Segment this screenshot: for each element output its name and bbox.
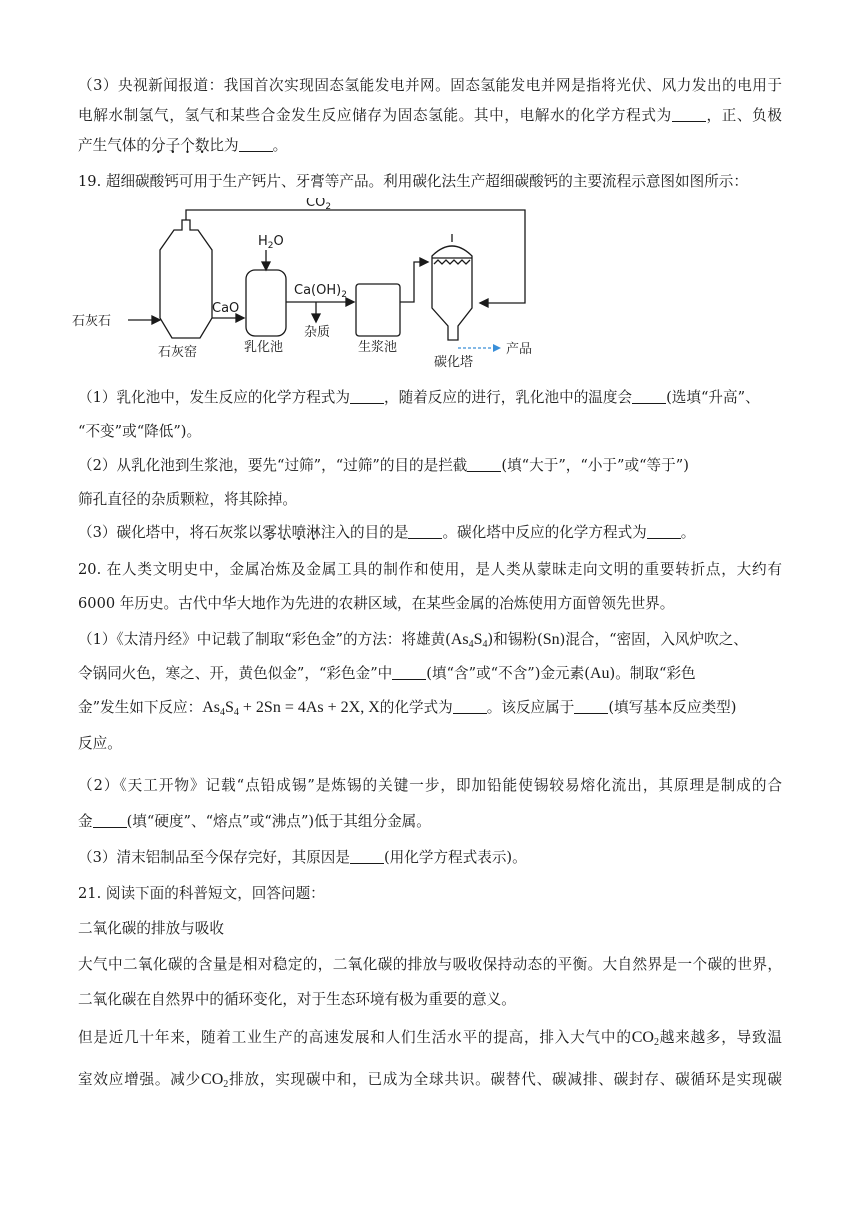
- q20-intro-line1: 20. 在人类文明史中，金属冶炼及金属工具的制作和使用，是人类从蒙昧走向文明的重要转折点，大约有: [78, 561, 782, 578]
- q19-part1-line1: （1）乳化池中，发生反应的化学方程式为 ，随着反应的进行，乳化池中的温度会 (选填“升高”、: [78, 389, 760, 406]
- article-para1-line1: 大气中二氧化碳的含量是相对稳定的，二氧化碳的排放与吸收保持动态的平衡。大自然界是一个碳的世界，: [78, 956, 782, 973]
- article-para2-line2: 室效应增强。减少$CO_2$排放，实现碳中和，已成为全球共识。碳替代、碳减排、碳封存、碳循环是实现碳: [78, 1071, 782, 1090]
- process-flow-diagram: [70, 198, 550, 368]
- q18-part3-line1: （3）央视新闻报道：我国首次实现固态氢能发电并网。固态氢能发电并网是指将光伏、风力发出的电用于: [78, 77, 782, 94]
- q20-part2-line1: （2）《天工开物》记载“点铅成锡”是炼锡的关键一步，即加铅能使锡较易熔化流出，其原理是制成的合: [78, 777, 782, 794]
- q19-part1-line2: “不变”或“降低”)。: [78, 423, 202, 440]
- q18-part3-line2: 电解水制氢气，氢气和某些合金发生反应储存为固态氢能。其中，电解水的化学方程式为 ，正、负极: [78, 107, 782, 124]
- q18-part3-line3: 产生气体的分子个数比为 。: [78, 137, 288, 154]
- arrow-head: [480, 299, 488, 307]
- q20-part1-line2: 令锅同火色，寒之、开，黄色似金”，“彩色金”中 (填“含”或“不含”)金元素(Au)。制取“彩色: [78, 665, 696, 682]
- formula-co2: $CO_2$: [631, 1029, 659, 1048]
- q19-part2-line1: （2）从乳化池到生浆池，要先“过筛”，“过筛”的目的是拦截 (填“大于”，“小于”或“等于”): [78, 457, 689, 474]
- answer-blank[interactable]: [408, 524, 442, 539]
- q20-part2-line2: 金 (填“硬度”、“熔点”或“沸点”)低于其组分金属。: [78, 813, 431, 830]
- answer-blank[interactable]: [672, 107, 706, 122]
- answer-blank[interactable]: [574, 699, 608, 714]
- formula-au: Au: [589, 665, 610, 682]
- answer-blank[interactable]: [350, 849, 384, 864]
- answer-blank[interactable]: [392, 665, 426, 680]
- formula-co2: $CO_2$: [201, 1071, 229, 1090]
- tower-label: 碳化塔: [434, 355, 474, 368]
- emphasis-char: 雾: [262, 524, 278, 541]
- q19-part2-line2: 筛孔直径的杂质颗粒，将其除掉。: [78, 491, 297, 508]
- formula-sn: Sn: [542, 631, 560, 648]
- caoh2-label: $Ca(OH)_2$: [294, 283, 347, 300]
- answer-blank[interactable]: [239, 137, 273, 152]
- article-para2-line1: 但是近几十年来，随着工业生产的高速发展和人们生活水平的提高，排入大气中的$CO_2$越来越多，导致温: [78, 1029, 782, 1048]
- answer-blank[interactable]: [93, 813, 127, 828]
- q20-intro-line2: 6000 年历史。古代中华大地作为先进的农耕区域，在某些金属的冶炼使用方面曾领先世界。: [78, 595, 675, 612]
- emphasis-char: 分: [150, 137, 166, 154]
- answer-blank[interactable]: [467, 457, 501, 472]
- slurry-feed-line: [400, 262, 422, 302]
- impurity-label: 杂质: [304, 325, 331, 340]
- q20-part1-line1: （1）《太清丹经》中记载了制取“彩色金”的方法：将雄黄$(As_4S_4)$和锡粉(Sn)混合，“密固，入风炉吹之、: [78, 631, 748, 650]
- formula-as4s4: $As_4S_4$: [450, 631, 488, 650]
- q21-intro: 21. 阅读下面的科普短文，回答问题：: [78, 885, 325, 902]
- answer-blank[interactable]: [632, 389, 666, 404]
- q20-part1-line3: 金”发生如下反应：$As_4S_4 + 2Sn = 4As + 2X$, X的化学式为 。该反应属于 (填写基本反应类型): [78, 699, 737, 718]
- answer-blank[interactable]: [350, 389, 384, 404]
- co2-label: $CO_2$: [306, 198, 332, 212]
- product-label: 产品: [506, 342, 533, 357]
- emphasis-char: 喷: [291, 524, 307, 541]
- kiln-label: 石灰窑: [158, 345, 198, 360]
- article-title: 二氧化碳的排放与吸收: [78, 920, 224, 937]
- q19-part3: （3）碳化塔中，将石灰浆以雾状喷淋注入的目的是 。碳化塔中反应的化学方程式为 。: [78, 524, 696, 541]
- limestone-label: 石灰石: [72, 314, 112, 329]
- emphasis-char: 个: [180, 137, 195, 154]
- answer-blank[interactable]: [647, 524, 681, 539]
- slaker-label: 乳化池: [244, 340, 284, 355]
- spray-nozzles: [434, 260, 470, 264]
- q20-part3: （3）清末铝制品至今保存完好，其原因是 (用化学方程式表示)。: [78, 849, 527, 866]
- slaking-tank-shape: [246, 270, 286, 336]
- slurry-tank-shape: [356, 284, 400, 336]
- emphasis-char: 子: [165, 137, 181, 154]
- q20-part1-line4: 反应。: [78, 735, 122, 752]
- cao-label: CaO: [212, 301, 240, 316]
- emphasis-char: 状: [277, 524, 292, 541]
- q19-intro: 19. 超细碳酸钙可用于生产钙片、牙膏等产品。利用碳化法生产超细碳酸钙的主要流程示意图如图所示：: [78, 173, 748, 190]
- answer-blank[interactable]: [453, 699, 487, 714]
- reaction-equation: $As_4S_4 + 2Sn = 4As + 2X$, X: [202, 699, 380, 718]
- emphasis-char: 淋: [306, 524, 321, 541]
- slurry-label: 生浆池: [358, 340, 398, 355]
- h2o-label: $H_2O$: [258, 234, 284, 251]
- emphasis-char: 数: [194, 137, 210, 154]
- article-para1-line2: 二氧化碳在自然界中的循环变化，对于生态环境有极为重要的意义。: [78, 991, 516, 1008]
- lime-kiln-shape: [160, 220, 212, 338]
